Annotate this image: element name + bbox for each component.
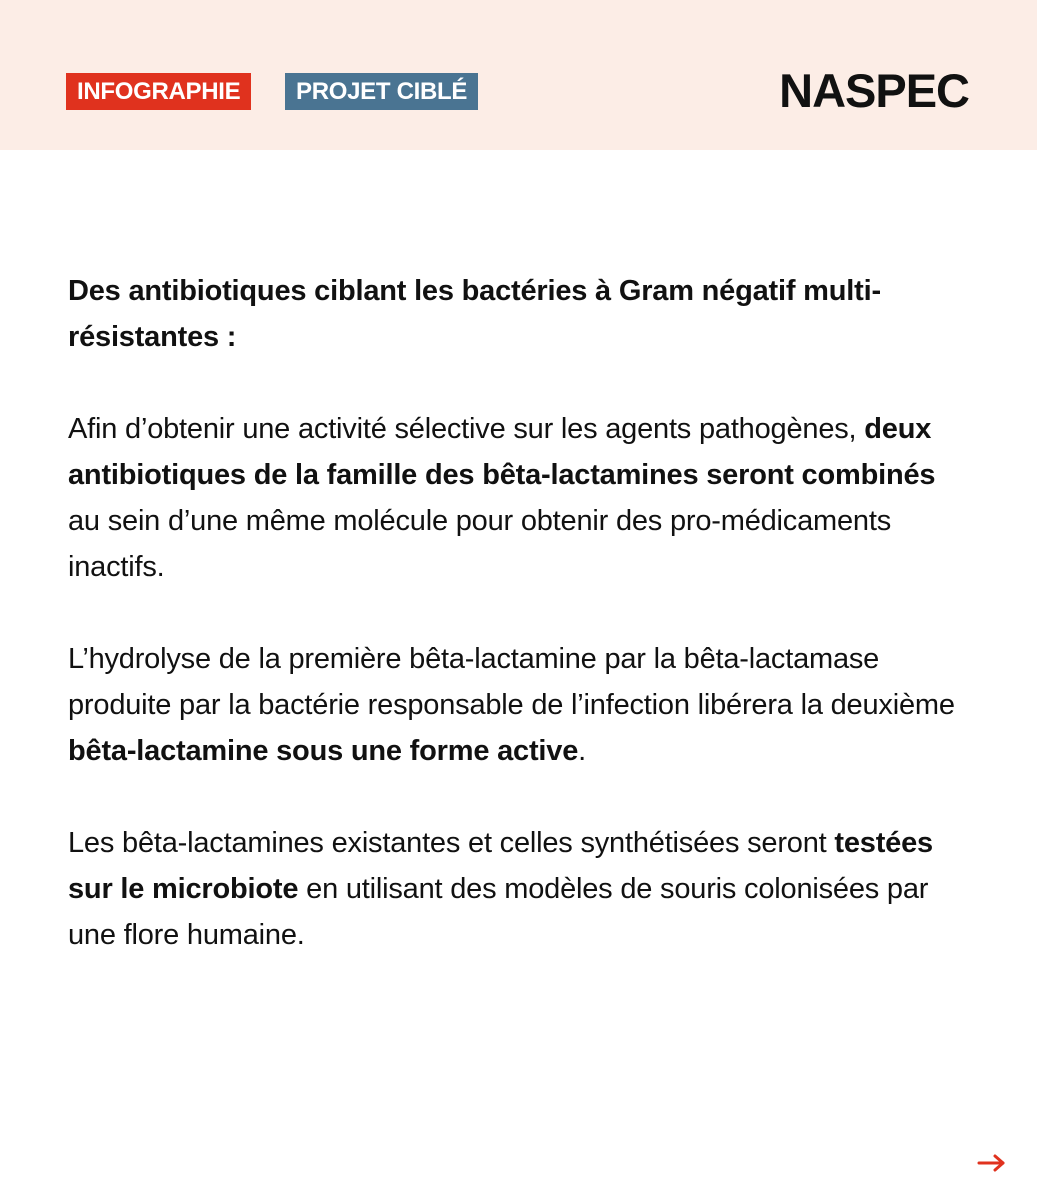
paragraph-3-text-a: Les bêta-lactamines existantes et celles synthétisées seront (68, 827, 835, 859)
paragraph-1-text-a: Afin d’obtenir une activité sélective sur les agents pathogènes, (68, 413, 865, 445)
arrow-right-icon[interactable] (977, 1153, 1007, 1173)
paragraph-3-text-c: en utilisant des modèles de souris colonisées par une flore humaine. (68, 873, 929, 951)
header (0, 0, 1037, 150)
tag-infographie: INFOGRAPHIE (66, 73, 251, 110)
paragraph-1-text-c: au sein d’une même molécule pour obtenir des pro-médicaments inactifs. (68, 505, 891, 583)
paragraph-2-emphasis: bêta-lactamine sous une forme active (68, 735, 579, 767)
main-content (68, 268, 968, 1004)
paragraph-1 (68, 406, 968, 590)
paragraph-2 (68, 636, 968, 774)
paragraph-2-text-c: . (578, 735, 587, 767)
paragraph-3-emphasis: testées sur le microbiote (68, 827, 933, 905)
content-heading: Des antibiotiques ciblant les bactéries à Gram négatif multi-résistantes : (68, 275, 881, 353)
paragraph-2-text-a: L’hydrolyse de la première bêta-lactamine par la bêta-lactamase produite par la bactérie responsable de l’infection libérera la deuxième (68, 643, 955, 721)
brand-logo: NASPEC (779, 64, 969, 117)
paragraph-1-emphasis: deux antibiotiques de la famille des bêta-lactamines seront combinés (68, 413, 936, 491)
tag-projet-cible: PROJET CIBLÉ (285, 73, 478, 110)
paragraph-3 (68, 820, 968, 958)
